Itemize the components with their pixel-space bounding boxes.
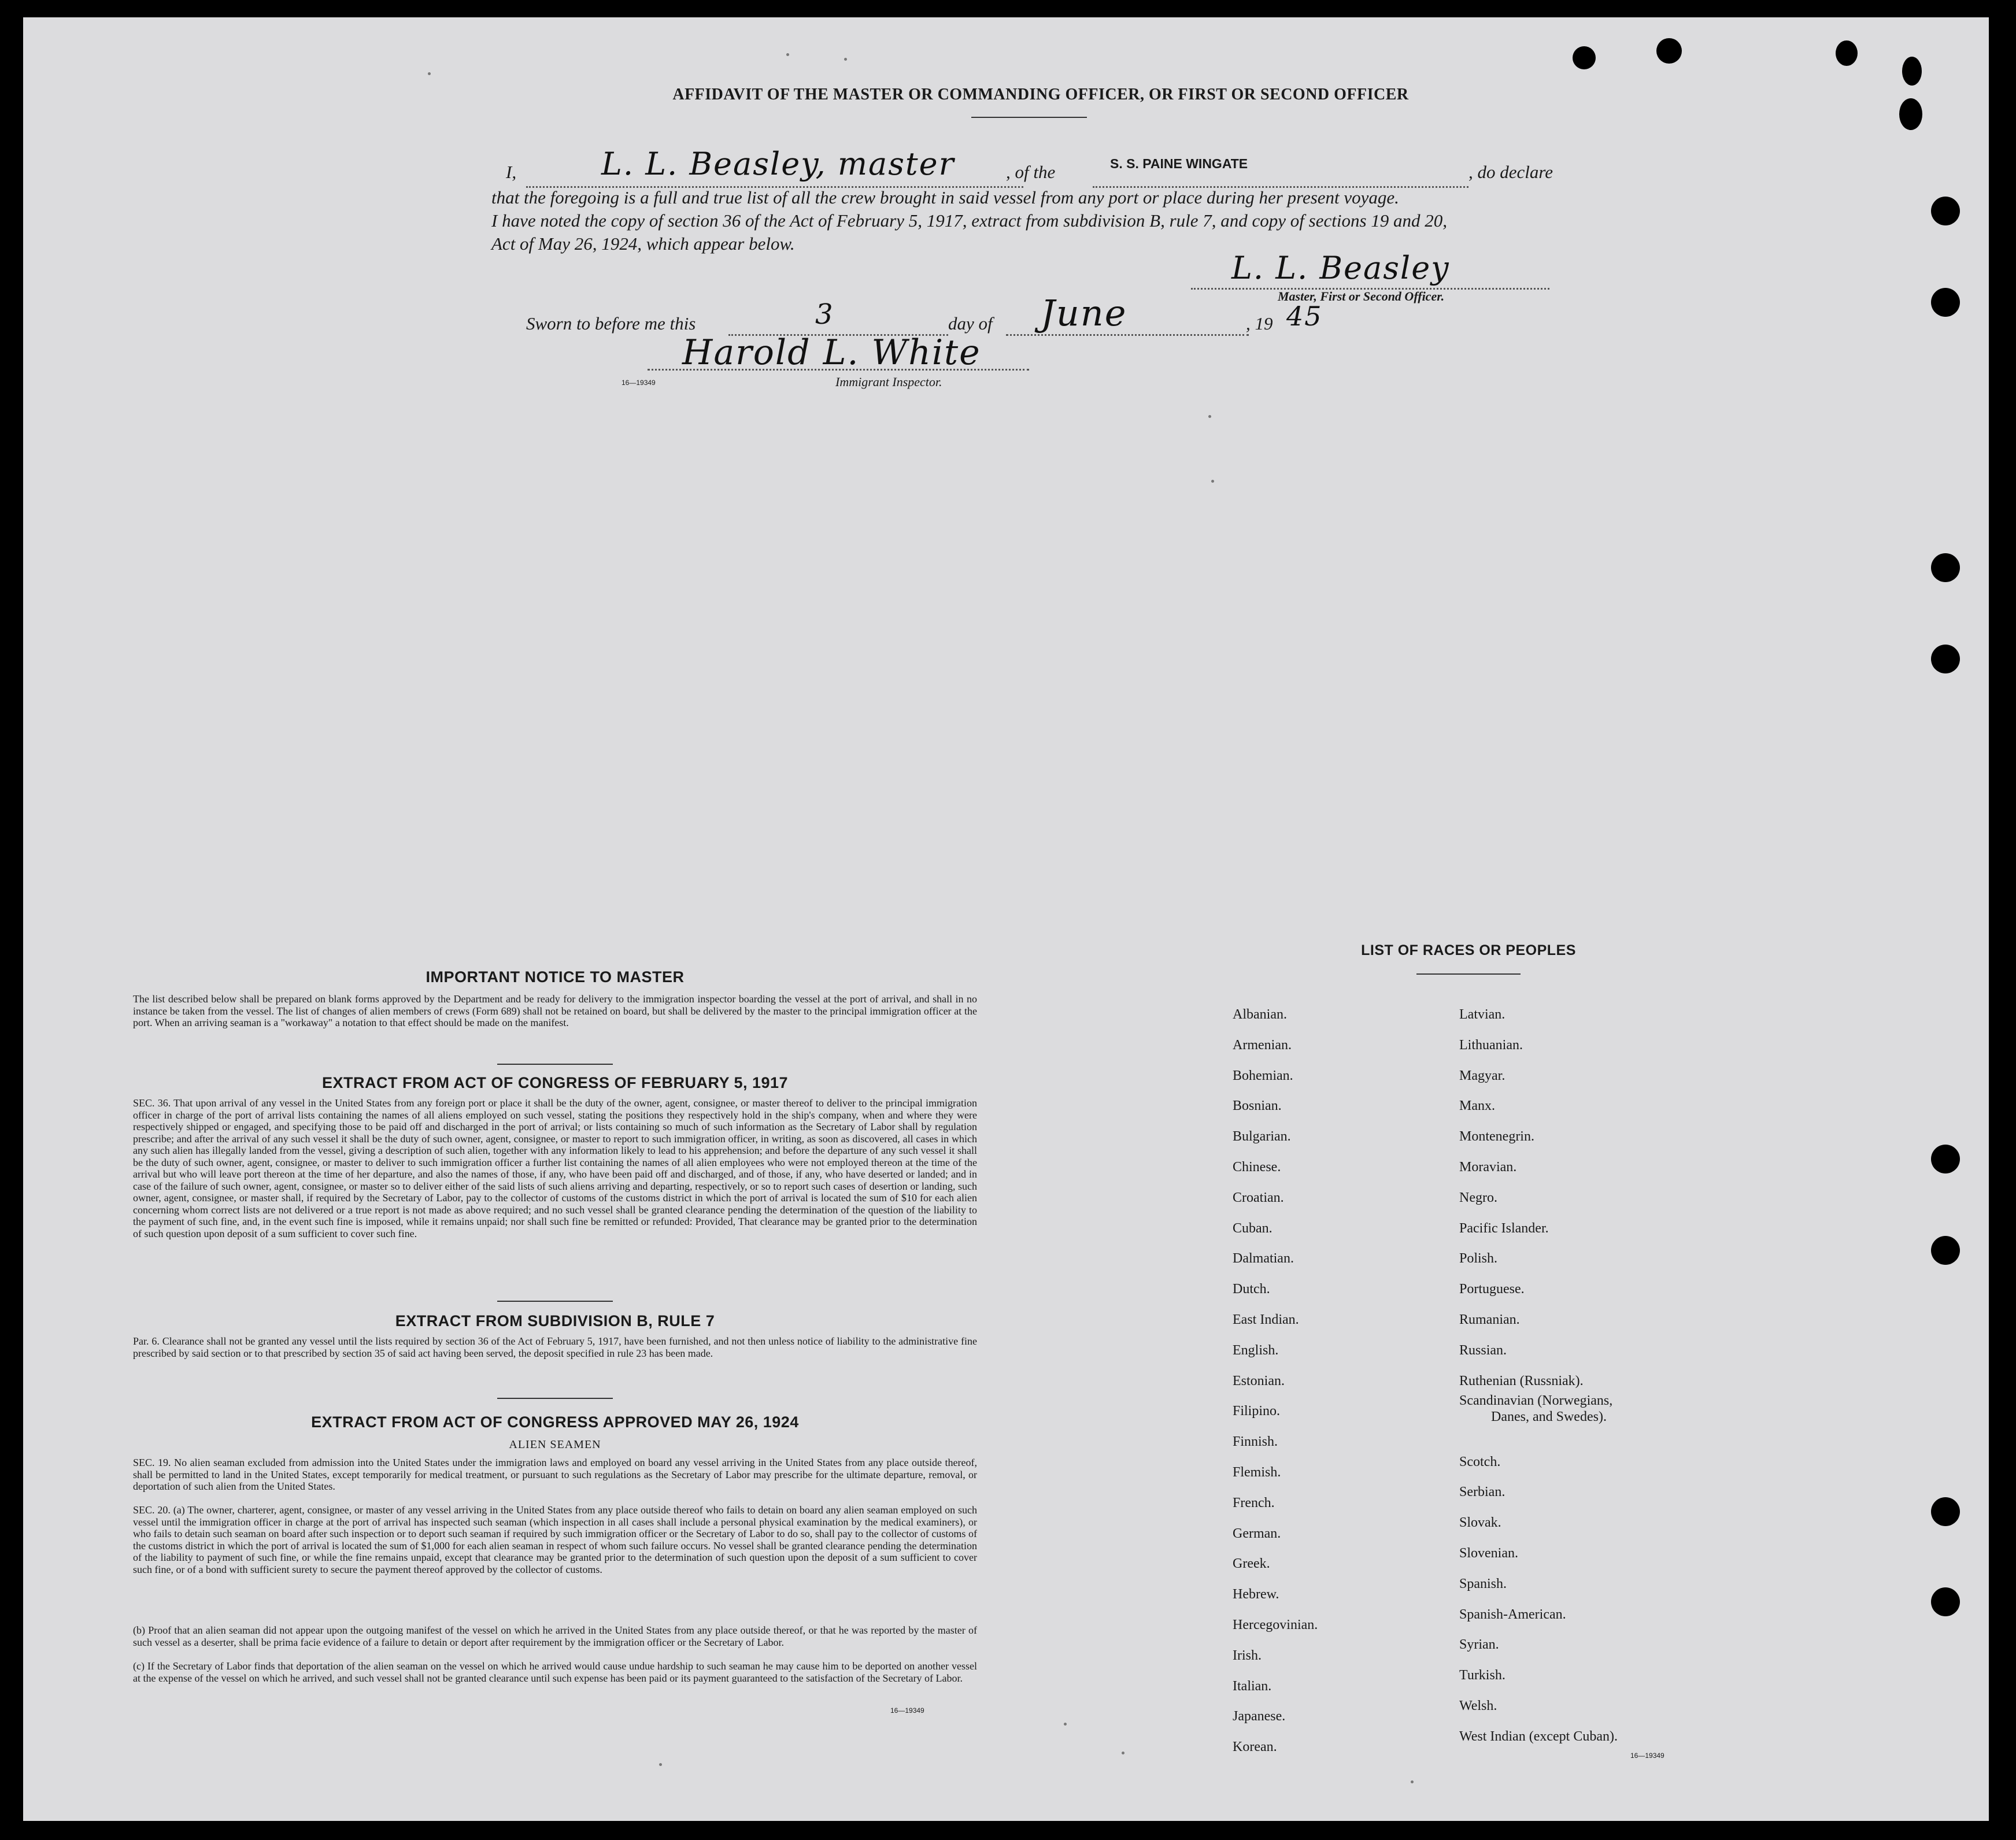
sworn-day: 3 xyxy=(815,298,834,331)
extract-1917-heading: EXTRACT FROM ACT OF CONGRESS OF FEBRUARY 5, 1917 xyxy=(321,1074,789,1091)
extract-1924-sec19: SEC. 19. No alien seaman excluded from admission into the United States under the immigration laws and employed on board any vessel arriving in the United States from any place outside thereof, shall be permitted to land in the United States, except temporarily for medical treatment, or pursuant to such regulations as the Secretary of Labor may prescribe for the ultimate departure, removal, or deportation of such alien from the United States. xyxy=(133,1457,977,1492)
race-item: Turkish. xyxy=(1459,1668,1505,1683)
document-page xyxy=(23,17,1989,1821)
race-item: Armenian. xyxy=(1233,1037,1292,1053)
race-item: Russian. xyxy=(1459,1342,1507,1358)
race-item: Bohemian. xyxy=(1233,1068,1293,1083)
punch-hole xyxy=(1899,98,1922,130)
race-item: Irish. xyxy=(1233,1648,1262,1663)
race-item: East Indian. xyxy=(1233,1312,1299,1327)
race-item: Hebrew. xyxy=(1233,1587,1279,1602)
affidavit-form-number: 16—19349 xyxy=(622,379,656,387)
race-item: Hercegovinian. xyxy=(1233,1617,1318,1632)
declaration-line-3: Act of May 26, 1924, which appear below. xyxy=(491,234,795,254)
race-item: Latvian. xyxy=(1459,1007,1505,1022)
race-item: Estonian. xyxy=(1233,1373,1285,1389)
inspector-caption: Immigrant Inspector. xyxy=(835,375,942,389)
affidavit-title: AFFIDAVIT OF THE MASTER OR COMMANDING OFFICER, OR FIRST OR SECOND OFFICER xyxy=(672,86,1409,103)
divider-2 xyxy=(497,1301,613,1302)
year-prefix: , 19 xyxy=(1246,313,1273,334)
sworn-year: 45 xyxy=(1286,301,1323,332)
race-item: Polish. xyxy=(1459,1251,1498,1267)
punch-hole xyxy=(1902,57,1922,86)
race-item: Albanian. xyxy=(1233,1007,1287,1022)
race-item: Lithuanian. xyxy=(1459,1037,1523,1053)
master-caption: Master, First or Second Officer. xyxy=(1278,289,1445,303)
declaration-line-1: that the foregoing is a full and true list of all the crew brought in said vessel from any port or place during her present voyage. xyxy=(491,187,1399,208)
speck xyxy=(428,72,431,75)
race-item: Korean. xyxy=(1233,1739,1277,1755)
race-item: Chinese. xyxy=(1233,1160,1281,1175)
race-item: Negro. xyxy=(1459,1190,1497,1205)
race-item: Bosnian. xyxy=(1233,1098,1282,1114)
speck xyxy=(659,1763,662,1766)
extract-rule7-heading: EXTRACT FROM SUBDIVISION B, RULE 7 xyxy=(395,1312,715,1330)
divider-3 xyxy=(497,1398,613,1399)
declaration-line-2: I have noted the copy of section 36 of the Act of February 5, 1917, extract from subdivision B, rule 7, and copy of sections 19 and 20, xyxy=(491,210,1448,231)
title-divider xyxy=(971,117,1087,118)
races-form-number: 16—19349 xyxy=(1630,1752,1664,1760)
race-item: Rumanian. xyxy=(1459,1312,1520,1327)
race-item: Scandinavian (Norwegians, xyxy=(1459,1393,1613,1408)
speck xyxy=(1211,480,1214,483)
vessel-name: S. S. PAINE WINGATE xyxy=(1110,156,1248,171)
race-item: Spanish-American. xyxy=(1459,1606,1566,1622)
race-item: German. xyxy=(1233,1526,1281,1541)
race-item: Scotch. xyxy=(1459,1454,1501,1469)
race-item: Montenegrin. xyxy=(1459,1129,1534,1145)
punch-hole xyxy=(1931,553,1960,582)
races-divider xyxy=(1416,973,1521,975)
inspector-signature: Harold L. White xyxy=(682,332,981,373)
speck xyxy=(1411,1780,1414,1783)
race-item: Finnish. xyxy=(1233,1434,1278,1450)
notice-text: The list described below shall be prepared on blank forms approved by the Department and be ready for delivery to the immigration inspector boarding the vessel at the port of arrival, and shall in no instance be taken from the vessel. The list of changes of alien members of crews (Form 689) shall not be retained on board, but shall be delivered by the master to the principal immigration officer at the port. When an arriving seaman is a "workaway" a notation to that effect should be made on the manifest. xyxy=(133,993,977,1028)
punch-hole xyxy=(1931,1587,1960,1616)
punch-hole xyxy=(1931,288,1960,317)
race-item: Pacific Islander. xyxy=(1459,1220,1549,1236)
speck xyxy=(1208,415,1211,418)
race-item: Slovak. xyxy=(1459,1515,1501,1531)
race-item: Welsh. xyxy=(1459,1698,1497,1713)
race-item: Moravian. xyxy=(1459,1160,1517,1175)
race-item: Syrian. xyxy=(1459,1637,1499,1653)
of-the-label: , of the xyxy=(1006,162,1056,182)
punch-hole xyxy=(1931,197,1960,225)
speck xyxy=(1064,1723,1067,1726)
race-item: Dutch. xyxy=(1233,1282,1270,1297)
race-item: Manx. xyxy=(1459,1098,1495,1114)
extract-1924-heading: EXTRACT FROM ACT OF CONGRESS APPROVED MAY 26, 1924 xyxy=(311,1413,799,1431)
punch-hole xyxy=(1656,38,1682,64)
speck xyxy=(1122,1752,1124,1754)
race-item: Portuguese. xyxy=(1459,1282,1525,1297)
extract-1924-sec20c: (c) If the Secretary of Labor finds that deportation of the alien seaman on the vessel on which he arrived would cause undue hardship to such seaman he may cause him to be deported on another vessel at the expense of the vessel on which he arrived, and such vessel shall not be granted clearance until such expense has been paid or its payment guaranteed to the satisfaction of the Secretary of Labor. xyxy=(133,1660,977,1684)
race-item: Greek. xyxy=(1233,1556,1270,1572)
race-item: English. xyxy=(1233,1342,1279,1358)
race-item: Spanish. xyxy=(1459,1576,1507,1591)
race-item: Flemish. xyxy=(1233,1465,1281,1480)
speck xyxy=(786,53,789,56)
punch-hole xyxy=(1573,46,1596,69)
sworn-month: June xyxy=(1041,292,1127,334)
punch-hole xyxy=(1931,645,1960,673)
race-item: Ruthenian (Russniak). xyxy=(1459,1373,1584,1389)
race-item: Magyar. xyxy=(1459,1068,1505,1083)
race-item: West Indian (except Cuban). xyxy=(1459,1728,1618,1744)
race-item: Bulgarian. xyxy=(1233,1129,1291,1145)
race-item: Serbian. xyxy=(1459,1484,1505,1500)
race-item: Dalmatian. xyxy=(1233,1251,1294,1267)
do-declare-label: , do declare xyxy=(1468,162,1553,182)
race-item: Slovenian. xyxy=(1459,1546,1518,1561)
race-item: Cuban. xyxy=(1233,1220,1273,1236)
race-item: Japanese. xyxy=(1233,1709,1286,1724)
sworn-label: Sworn to before me this xyxy=(526,313,696,334)
extract-1924-sec20b: (b) Proof that an alien seaman did not appear upon the outgoing manifest of the vessel on which he arrived in the United States from any place outside thereof, or that he was reported by the master of such vessel as a deserter, shall be prima facie evidence of a failure to detain or deport after requirement by the immigration officer or the Secretary of Labor. xyxy=(133,1624,977,1648)
race-item: Croatian. xyxy=(1233,1190,1284,1205)
race-item: Danes, and Swedes). xyxy=(1491,1409,1607,1424)
punch-hole xyxy=(1931,1145,1960,1173)
extract-rule7-text: Par. 6. Clearance shall not be granted any vessel until the lists required by section 36 of the Act of February 5, 1917, have been furnished, and not then unless notice of liability to the administrative fine prescribed by said section or to that prescribed by section 35 of said act having been served, the deposit specified in rule 23 has been made. xyxy=(133,1335,977,1359)
extract-1924-form-number: 16—19349 xyxy=(890,1706,924,1715)
notice-heading: IMPORTANT NOTICE TO MASTER xyxy=(426,968,685,986)
extract-1924-subheading: ALIEN SEAMEN xyxy=(509,1438,601,1451)
punch-hole xyxy=(1931,1497,1960,1526)
punch-hole xyxy=(1931,1236,1960,1265)
race-item: Filipino. xyxy=(1233,1404,1281,1419)
race-item: French. xyxy=(1233,1495,1275,1510)
speck xyxy=(844,58,847,61)
extract-1917-text: SEC. 36. That upon arrival of any vessel in the United States from any foreign port or place it shall be the duty of the owner, agent, consignee, or master thereof to deliver to the principal immigration officer in charge of the port of arrival lists containing the names of all aliens employed on such vessel, stating the positions they respectively hold in the ship's company, when and where they were respectively shipped or engaged, and specifying those to be paid off and discharged in the port of arrival; or lists containing so much of such information as the Secretary of Labor shall by regulation prescribe; and after the arrival of any such vessel it shall be the duty of such owner, agent, consignee, or master to report to such immigration officer, in writing, as soon as discovered, all cases in which any such alien has illegally landed from the vessel, giving a description of such alien, together with any information likely to lead to his apprehension; and before the departure of any such vessel it shall be the duty of such owner, agent, consignee, or master to deliver to such immigration officer a further list containing the names of all alien employees who were not employed thereon at the time of the arrival but who will leave port thereon at the time of her departure, and also the names of those, if any, who have been paid off and discharged, and of those, if any, who have deserted or landed; and in case of the failure of such owner, agent, consignee, or master so to deliver either of the said lists of such aliens arriving and departing, respectively, or so to report such cases of desertion or landing, such owner, agent, consignee, or master shall, if required by the Secretary of Labor, pay to the collector of customs of the customs district in which the port of arrival is located the sum of $10 for each alien concerning whom correct lists are not delivered or a true report is not made as above required; and no such vessel shall be granted clearance pending the determination of the question of the liability to the payment of such fine, and, in the event such fine is imposed, while it remains unpaid; nor shall such fine be remitted or refunded: Provided, That clearance may be granted prior to the determination of such question upon deposit of a sum sufficient to cover such fine. xyxy=(133,1097,977,1239)
day-of-label: day of xyxy=(948,313,993,334)
i-label: I, xyxy=(506,162,517,182)
divider-1 xyxy=(497,1064,613,1065)
races-heading: LIST OF RACES OR PEOPLES xyxy=(1361,942,1576,958)
master-signature: L. L. Beasley xyxy=(1231,250,1450,286)
race-item: Italian. xyxy=(1233,1678,1272,1694)
master-name-handwritten: L. L. Beasley, master xyxy=(601,146,955,182)
punch-hole xyxy=(1836,40,1858,66)
extract-1924-sec20a: SEC. 20. (a) The owner, charterer, agent, consignee, or master of any vessel arriving in the United States from any place outside thereof who fails to detain on board any alien seaman employed on such vessel until the immigration officer in charge at the port of arrival has inspected such seaman (which inspection in all cases shall include a personal physical examination by the medical examiners), or who fails to detain such seaman on board after such inspection or to deport such seaman if required by such immigration officer or the Secretary of Labor to do so, shall pay to the collector of customs of the customs district in which the port of arrival is located the sum of $1,000 for each alien seaman in respect of whom such failure occurs. No vessel shall be granted clearance pending the determination of the liability to payment of such fine, or while the fine remains unpaid, except that clearance may be granted prior to the determination of such question upon the deposit of a sum sufficient to cover such fine, or of a bond with sufficient surety to secure the payment thereof approved by the collector of customs. xyxy=(133,1504,977,1575)
